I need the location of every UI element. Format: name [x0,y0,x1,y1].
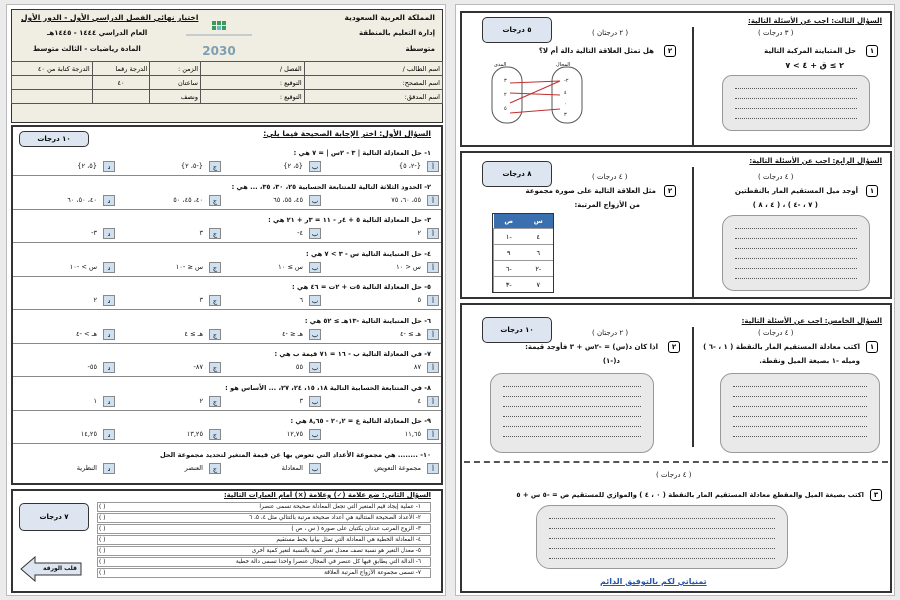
mcq-option-text[interactable]: ٢ [417,229,421,237]
mcq-option-text[interactable]: ٢ [93,296,97,304]
range-value: ٥ [504,106,507,112]
q2-title: السؤال الثاني: ضع علامة (✓) وعلامة (×) أمام العبارات التالية: [223,491,431,499]
q5-p1-number: ١ [866,341,878,353]
q5-p3-answer-area[interactable] [536,505,788,569]
tf-row [97,546,431,556]
row-separator [13,443,441,444]
q3-p1-expr: ٢ ≥ ق + ٤ > ٧ [785,61,844,70]
mcq-option-text[interactable]: ١ [93,396,97,405]
mcq-option-letter[interactable]: أ [427,396,439,407]
mcq-option-text[interactable]: ٥ [417,296,421,304]
range-value: ٣ [504,78,507,84]
domain-label: المجال [556,62,571,68]
y-cell: ٦- [493,261,524,276]
row-separator [13,175,441,176]
row-separator [13,309,441,310]
mcq-option-letter[interactable]: ب [309,295,321,306]
tf-statement: ٥- معدل التغير هو نسبة تصف معدل تغير كمية بالنسبة لتغير كمية أخرى [251,548,421,554]
q5-p1-text: اكتب معادلة المستقيم المار بالنقطة ( ١ ، -٦ ) [703,343,860,351]
q3-p2-text: هل تمثل العلاقة التالية دالة أم لا؟ [538,47,654,55]
xy-table-row [493,276,553,292]
row-separator [13,376,441,377]
mcq-question: ٢- الحدود الثلاثة التالية للمتتابعة الحسابية ٢٥، ٣٠، ٣٥، ... هي : [231,182,431,191]
mcq-option-text[interactable]: ٣ [199,229,203,237]
mcq-option-text[interactable]: هـ ≥ -٤ [399,329,421,338]
q1-title: السؤال الأول: اختر الإجابة الصحيحة فيما يلي: [263,129,431,138]
mcq-option-text[interactable]: ٥٥- [87,363,97,371]
mcq-question: ٥- حل المعادلة التالية ٥ت + ٢ت = ٤٦ هي : [292,283,431,291]
mcq-option-letter[interactable]: ج [209,329,221,340]
mcq-option-text[interactable]: س > -١٠ [69,262,97,271]
mcq-option-text[interactable]: ١١,٦٥ [404,430,421,438]
answer-line [549,518,775,519]
subject-line: المادة رياضيات - الثالث متوسط [33,45,141,53]
q3-p2-number: ٢ [664,45,676,57]
mcq-option-letter[interactable]: ج [209,228,221,239]
q1-points-badge: ١٠ درجات [19,131,89,147]
answer-line [735,268,857,269]
mcq-option-text[interactable]: ٢ [199,396,203,405]
q5-p2-points: ( ٢ درجتان ) [592,329,629,337]
q2-points-badge: ٧ درجات [19,503,89,531]
q3-p1-answer-area[interactable] [722,75,870,131]
mcq-option-text[interactable]: ٤٥، ٥٥، ٦٥ [273,195,303,204]
q5-p2-text: اذا كان د(س) = -٢س + ٣ فأوجد قيمة: [525,343,658,351]
col-y-header: ص [493,214,524,228]
q5-p2-answer-area[interactable] [490,373,654,453]
answer-line [735,108,857,109]
mcq-option-text[interactable]: ١٣,٢٥ [186,430,203,438]
mcq-option-text[interactable]: هـ > -٤ [75,329,97,338]
mcq-option-text[interactable]: المعادلة [281,463,303,472]
mcq-option-letter[interactable]: أ [427,429,439,440]
q3-p1-points: ( ٣ درجات ) [758,29,794,37]
auditor-signature[interactable]: التوقيع : [201,90,305,104]
mcq-option-letter[interactable]: ب [309,262,321,273]
exam-title: اختبار نهائي الفصل الدراسي الأول - الدور الأول [21,13,199,22]
mcq-option-letter[interactable]: ب [309,161,321,172]
time-half: ونصف [150,90,201,104]
section-separator [464,461,888,463]
mcq-question: ٤- حل المتباينة التالية س - ٣ > ٧ هي : [306,249,431,258]
tf-statement: ٣- الزوج المرتب عددان يكتبان على صورة ( س ، ص ) [291,526,421,532]
answer-line [549,558,775,559]
q3-p2-points: ( ٢ درجتان ) [592,29,629,37]
tf-row [97,535,431,545]
q5-divider [692,327,694,447]
y-cell: ٩ [493,245,524,260]
xy-table-row [493,228,553,244]
mcq-option-text[interactable]: ٣ [299,396,303,405]
tf-row [97,513,431,523]
range-value: ٢ [504,92,507,98]
answer-line [549,528,775,529]
domain-value: -٢ [564,78,569,84]
mcq-option-text[interactable]: ٤- [297,229,303,237]
x-cell: ٤ [536,233,540,241]
mcq-option-text[interactable]: ٣ [199,296,203,304]
mcq-option-text[interactable]: ٦ [299,296,303,304]
mcq-option-text[interactable]: العنصر [184,463,203,472]
mcq-option-text[interactable]: {-٥، ٢} [180,162,203,170]
mcq-option-letter[interactable]: د [103,295,115,306]
mcq-option-letter[interactable]: ج [209,195,221,206]
row-separator [13,343,441,344]
mcq-question: ٧- في المعادلة التالية ب - ١٦ = ٧١ قيمة ب هي : [274,350,431,358]
row-separator [13,276,441,277]
tf-statement: ٧- تسمى مجموعة الأزواج المرتبة العلاقة [324,570,421,576]
q5-p2-number: ٢ [668,341,680,353]
mcq-question: ٦- حل المتباينة التالية -١٣هـ ≥ ٥٢ هي : [304,316,431,325]
mcq-question: ٩- حل المعادلة التالية ع = ٢٠,٢ - ٨,٦٥ هي : [290,417,431,425]
class-field[interactable]: الفصل / [201,62,305,76]
mcq-option-letter[interactable]: ج [209,262,221,273]
corrector-signature[interactable]: التوقيع : [201,76,305,90]
mcq-option-letter[interactable]: ج [209,295,221,306]
q4-points-badge: ٨ درجات [482,161,552,187]
mcq-option-letter[interactable]: أ [427,195,439,206]
answer-line [735,258,857,259]
mcq-option-letter[interactable]: ب [309,329,321,340]
closing-wish: تمنياتي لكم بالتوفيق الدائم [600,577,707,586]
row-separator [13,410,441,411]
answer-line [735,98,857,99]
mcq-option-letter[interactable]: ج [209,362,221,373]
y-cell: ٣- [493,277,524,292]
mcq-option-letter[interactable]: أ [427,262,439,273]
q5-p2-text2: د(-١) [602,357,620,365]
q3-p1-text: حل المتباينة المركبة التالية [764,47,856,55]
mcq-option-text[interactable]: النظرية [76,463,97,472]
mcq-option-letter[interactable]: أ [427,228,439,239]
answer-line [735,278,857,279]
mcq-option-letter[interactable]: د [103,228,115,239]
answer-line [503,406,641,407]
xy-table-row [493,244,553,260]
mcq-option-text[interactable]: {٥، ٢} [283,162,303,170]
q4-p1-points: ( ٤ درجات ) [758,173,794,181]
q4-p1-answer-area[interactable] [722,215,870,291]
mcq-option-letter[interactable]: ج [209,161,221,172]
mcq-option-letter[interactable]: أ [427,161,439,172]
school-year: العام الدراسي ١٤٤٤ - ١٤٤٥هـ [47,29,148,37]
q5-p3-text: اكتب بصيغة الميل والمقطع معادلة المستقيم المار بالنقطة ( ٠ ، ٤ ) والموازي للمستقيم ص = -٥ س + ٥ [516,491,864,499]
q3-title: السؤال الثالث: اجب عن الأسئلة التالية: [748,17,882,25]
mcq-option-text[interactable]: هـ ≤ -٤ [281,329,303,338]
answer-line [733,436,867,437]
q5-points-badge: ١٠ درجات [482,317,552,343]
domain-value: ٤ [564,90,567,96]
mcq-option-text[interactable]: ٥٥ [295,363,303,371]
mcq-option-text[interactable]: ٣- [91,229,97,237]
mcq-option-letter[interactable]: د [103,329,115,340]
mcq-option-letter[interactable]: ج [209,463,221,474]
mcq-option-letter[interactable]: أ [427,362,439,373]
mcq-option-text[interactable]: {٥، ٢} [77,162,97,170]
tf-row [97,568,431,578]
q5-title: السؤال الخامس: اجب عن الأسئلة التالية: [741,317,882,325]
student-info-table [11,61,443,104]
ministry-name: إدارة التعليم بالمنطقة [358,29,435,37]
q3-divider [692,27,694,145]
tf-answer-slot[interactable]: ( ) [99,526,106,532]
q4-p2-text: مثل العلاقة التالية على صورة مجموعة [525,187,656,195]
q4-p2-points: ( ٤ درجات ) [592,173,628,181]
mcq-question: ٣- حل المعادلة التالية ٥ + ٤ر - ١١ = ٣ر + ٢١ هي : [268,216,431,224]
mcq-option-text[interactable]: ١٢,٧٥ [286,430,303,438]
mapping-diagram [486,61,596,127]
answer-line [503,426,641,427]
q5-p1-text2: وميله -١ بصيغة الميل ونقطة. [759,357,860,365]
mcq-option-text[interactable]: س ≥ ١٠ [278,262,303,271]
answer-line [735,88,857,89]
mcq-option-letter[interactable]: ب [309,195,321,206]
student-name-field[interactable]: اسم الطالب / [304,62,442,76]
mcq-option-letter[interactable]: ب [309,228,321,239]
y-cell: ١- [493,229,524,244]
xy-table [492,213,554,293]
turn-page-arrow[interactable] [19,555,83,583]
answer-line [733,396,867,397]
tf-statement: ١- عملية إيجاد قيم المتغير التي تجعل المعادلة صحيحة تسمى عنصرا [259,504,421,510]
answer-line [735,118,857,119]
tf-row [97,524,431,534]
mcq-option-text[interactable]: ٤ [417,396,421,405]
mcq-question: ٨- في المتتابعة الحسابية التالية ١٨، ١٥، ٢٤، ٢٧، ... الأساس هو : [225,383,431,392]
answer-line [735,228,857,229]
x-cell: ٦ [536,249,540,257]
time-label: الزمن : [150,62,201,76]
q4-divider [692,167,694,297]
mcq-option-text[interactable]: س ≤ -١٠ [175,262,203,271]
mcq-option-letter[interactable]: د [103,396,115,407]
tf-answer-slot[interactable]: ( ) [99,515,106,521]
row-separator [13,242,441,243]
q4-p2-text2: من الأزواج المرتبة: [574,201,640,209]
q5-p3-number: ٣ [870,489,882,501]
mcq-option-letter[interactable]: د [103,429,115,440]
logo-text: 2030 [202,44,236,58]
school-name: متوسطة [405,45,435,53]
exam-page-2 [455,4,895,596]
answer-line [733,416,867,417]
answer-line [733,406,867,407]
corrector-name-field[interactable]: اسم المصحح: [304,76,442,90]
mcq-option-text[interactable]: ٨٧- [193,363,203,371]
xy-table-row [493,260,553,276]
mcq-option-letter[interactable]: أ [427,463,439,474]
q4-p1-points-pair: ( ٧ ، -٤ ) ، ( ٤ ، ٨ ) [752,201,818,209]
mcq-option-letter[interactable]: ج [209,396,221,407]
tf-row [97,502,431,512]
q3-points-badge: ٥ درجات [482,17,552,43]
vision-logo [182,19,256,61]
mcq-option-text[interactable]: مجموعة التعويض [374,463,421,472]
q4-p1-text: أوجد ميل المستقيم المار بالنقطتين [734,187,858,195]
mcq-question: ١- حل المعادلة التالية | ٣ - ٢س | = ٧ هي : [293,149,431,157]
question-1-box [11,125,443,485]
range-label: المدى [494,62,507,68]
answer-line [503,436,641,437]
mcq-question: ١٠- ........ هي مجموعة الأعداد التي تعوض بها عن قيمة المتغير لتحديد مجموعة الحل [159,450,431,459]
mcq-option-text[interactable]: هـ ≥ ٤ [184,329,203,338]
answer-line [733,386,867,387]
q5-p1-points: ( ٤ درجات ) [758,329,794,337]
tf-row [97,557,431,567]
grade-words-label: الدرجة كتابة من ٤٠ [12,62,93,76]
mcq-option-text[interactable]: ٥٥، ٦٠، ٧٥ [391,195,421,204]
mcq-option-text[interactable]: ١٤,٢٥ [80,430,97,438]
x-cell: ٢- [535,265,542,273]
tf-answer-slot[interactable]: ( ) [99,570,106,576]
country-title: المملكة العربية السعودية [344,13,435,22]
mcq-option-text[interactable]: ٤٠، ٥٠، ٦٠ [67,195,97,204]
mcq-option-letter[interactable]: ب [309,463,321,474]
tf-statement: ٦- الدالة التي يطابق فيها كل عنصر في المجال عنصرا واحدا تسمى دالة خطية [235,559,421,565]
answer-line [733,426,867,427]
x-cell: ٧ [536,281,540,289]
grade-number-label: الدرجة رقما [92,62,150,76]
tf-answer-slot[interactable]: ( ) [99,559,106,565]
col-x-header: س [533,217,543,225]
mcq-option-letter[interactable]: د [103,262,115,273]
grade-words-box[interactable] [12,76,93,90]
q4-title: السؤال الرابع: اجب عن الأسئلة التالية: [749,157,882,165]
answer-line [549,538,775,539]
time-value: ساعتان [150,76,201,90]
turn-page-label: قلب الورقة [43,565,77,572]
domain-value: ٣ [564,112,567,118]
answer-line [503,416,641,417]
tf-statement: ٢- الأعداد الصحيحة المتتالية هي أعداد صحيحة مرتبة بالتتالي مثل ٤، ٥، ٦ [249,515,421,521]
mcq-option-letter[interactable]: ج [209,429,221,440]
q3-p1-number: ١ [866,45,878,57]
domain-value: ٠ [564,101,567,107]
tf-answer-slot[interactable]: ( ) [99,504,106,510]
mcq-option-text[interactable]: س < ١٠ [396,262,421,271]
q5-p1-answer-area[interactable] [720,373,880,453]
mcq-option-letter[interactable]: د [103,161,115,172]
q5-p3-points: ( ٤ درجات ) [656,471,692,479]
mcq-option-text[interactable]: ٨٧ [413,363,421,371]
answer-line [503,386,641,387]
tf-statement: ٤- المعادلة الخطية هي المعادلة التي تمثل بيانيا بخط مستقيم [276,537,421,543]
mcq-option-letter[interactable]: ب [309,362,321,373]
mcq-option-letter[interactable]: أ [427,295,439,306]
row-separator [13,209,441,210]
mcq-option-text[interactable]: ٤٠، ٤٥، ٥٠ [173,195,203,204]
answer-line [503,396,641,397]
tf-answer-slot[interactable]: ( ) [99,537,106,543]
answer-line [735,248,857,249]
auditor-name-field[interactable]: اسم المدقق: [304,90,442,104]
mcq-option-letter[interactable]: د [103,463,115,474]
exam-page-1 [6,4,446,596]
mcq-option-letter[interactable]: د [103,195,115,206]
mcq-option-text[interactable]: {-٢، ٥} [398,162,421,170]
answer-line [735,238,857,239]
q4-p2-number: ٢ [664,185,676,197]
mcq-option-letter[interactable]: د [103,362,115,373]
tf-answer-slot[interactable]: ( ) [99,548,106,554]
mcq-option-letter[interactable]: ب [309,429,321,440]
mcq-option-letter[interactable]: ب [309,396,321,407]
q4-p1-number: ١ [866,185,878,197]
answer-line [549,548,775,549]
mcq-option-letter[interactable]: أ [427,329,439,340]
grade-number: ٤٠ [92,76,150,90]
